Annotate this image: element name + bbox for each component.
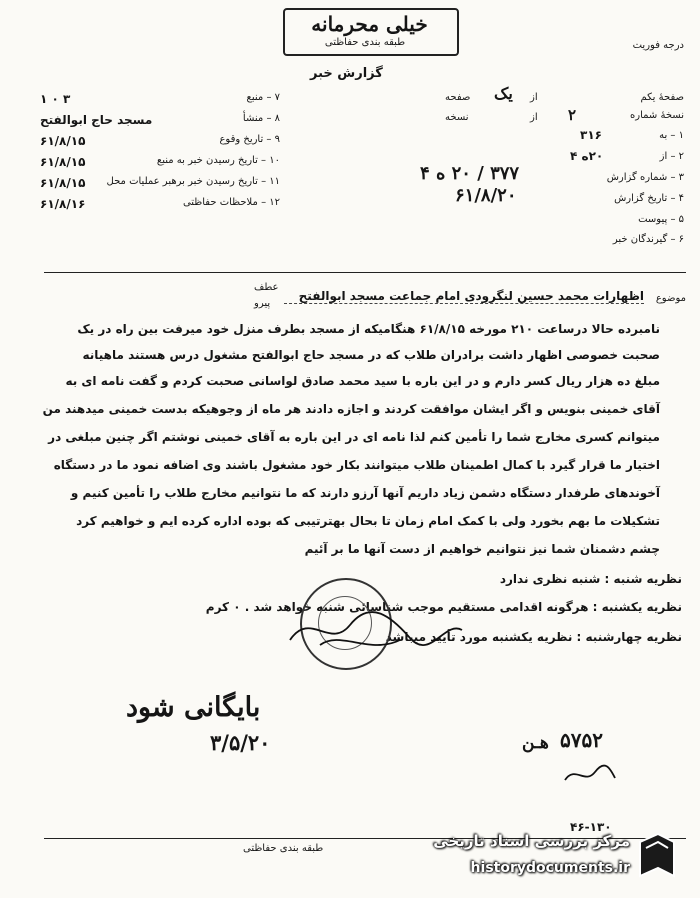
left-fields [40,92,280,218]
report-number-label: ۳ – شماره گزارش [606,172,684,183]
left-field-value: ۶۱/۸/۱۵ [40,176,86,190]
body-line: مبلغ ده هزار ریال کسر دارم و در این باره با سید محمد صادق لواسانی صحبت کردم و گفت نامه ای به [65,374,660,388]
left-field-row [40,92,280,113]
from-label: ۲ – از [659,151,684,162]
classification-label-top: طبقه بندی حفاظتی [324,37,406,48]
attachment-label: ۵ – پیوست [638,214,684,225]
body-line: چشم دشمنان شما نیز نتوانیم خواهیم از دست آنها ما بر آئیم [304,542,660,556]
left-field-label: ۸ – منشأ [242,113,280,124]
initials-scribble [560,760,620,790]
copy-total: نسخه [445,112,469,123]
archive-label: بایگانی شود [126,692,261,723]
opinion-saturday: نظریه شنبه : شنبه نظری ندارد [499,572,682,586]
left-field-label: ۱۲ – ملاحظات حفاظتی [182,197,280,208]
page-from: از [530,92,538,103]
opinion-wednesday: نظریه چهارشنبه : نظریه یکشنبه مورد تأیید میباشد [385,630,682,644]
watermark [412,828,682,890]
report-title: گزارش خبر [310,66,383,81]
body-line: آخوندهای طرفدار دستگاه دشمن زیاد داریم آنها آرزو دارند که ما نتوانیم مخارج طلاب را تأمین کنیم و [70,486,660,500]
subject-label: موضوع [655,293,686,304]
recipients-label: ۶ – گیرندگان خبر [612,234,684,245]
from-value: ۲۰ه ۴ [570,149,604,163]
left-field-row [40,134,280,155]
subject-text: اظهارات محمد حسین لنگرودی امام جماعت مسجد ابوالفتح [284,289,644,304]
left-field-value: ۶۱/۸/۱۶ [40,197,86,211]
subject-ref-top: عطف [254,282,279,293]
report-date-label: ۴ – تاریخ گزارش [614,193,684,204]
page-from-value: یک [494,84,513,103]
left-field-label: ۹ – تاریخ وقوع [219,134,280,145]
copy-from: از [530,112,538,123]
margin-note-word: هـن [522,733,549,753]
signature-scribble [280,600,470,660]
left-field-row [40,155,280,176]
report-date-value: ۶۱/۸/۲۰ [455,185,517,206]
page-label: صفحهٔ یکم [640,92,684,103]
left-field-row [40,197,280,218]
left-field-value: ۶۱/۸/۱۵ [40,134,86,148]
body-line: تشکیلات ما بهم بخورد ولی با کمک امام زمان تا بحال بهترتیبی که بوده اداره کرده ایم و خواهیم کرد [76,514,660,528]
body-line: نامبرده حالا درساعت ۲۱۰ مورخه ۶۱/۸/۱۵ هنگامیکه از مسجد بطرف منزل خود میرفت بین راه در یک [77,322,660,336]
history-documents-logo-icon [636,832,678,882]
left-field-row [40,113,280,134]
file-number: ۴۶-۱۳۰ [570,820,612,834]
watermark-name: مرکز بررسی اسناد تاریخی [433,832,630,850]
copy-label: نسخهٔ شماره [630,110,684,121]
left-field-row [40,176,280,197]
left-field-value: ۳ ۰ ۱ [40,92,71,106]
margin-note-number: ۵۷۵۲ [560,728,603,752]
body-line: میتوانم کسری مخارج شما را تأمین کنم لذا نامه ای در این باره به آقای خمینی نوشتم اگر چنین مبلغی در [48,430,660,444]
archive-date: ۳/۵/۲۰ [210,730,271,755]
left-field-label: ۱۰ – تاریخ رسیدن خبر به منبع [156,155,280,166]
copy-value: ۲ [568,106,577,124]
header-divider [44,272,686,273]
body-line: صحبت خصوصی اظهار داشت برادران طلاب که در مسجد حاج ابوالفتح مشغول درس هستند ماهیانه [82,348,660,362]
classification-label-bottom: طبقه بندی حفاظتی [243,843,324,854]
left-field-label: ۱۱ – تاریخ رسیدن خبر برهبر عملیات محل [106,176,280,187]
subject-ref-bottom: پیرو [254,298,271,309]
watermark-url: historydocuments.ir [470,860,630,876]
to-value: ۳۱۶ [580,128,602,142]
left-field-value: مسجد حاج ابوالفتح [40,113,153,127]
report-number-value: ۳۷۷ / ۲۰ ه ۴ [420,163,520,184]
left-field-value: ۶۱/۸/۱۵ [40,155,86,169]
body-line: آقای خمینی بنویس و اگر ایشان موافقت کردند و اجازه دادند هر ماه از وجوهیکه بدست خمینی میدهند من [42,402,660,416]
stamp-handwritten-text: خیلی محرمانه [311,12,428,36]
to-label: ۱ – به [659,130,684,141]
opinion-sunday: نظریه یکشنبه : هرگونه اقدامی مستقیم موجب شناسائی شنبه خواهد شد . ۰ کرم [205,600,682,614]
left-field-label: ۷ – منبع [246,92,280,103]
page-unit: صفحه [445,92,471,103]
priority-label: درجه فوریت [632,40,684,51]
body-line: اختیار ما قرار گیرد با کمال اطمینان طلاب میتوانند بکار خود مشغول باشند وی اضافه نمود ما در دستگاه [53,458,660,472]
